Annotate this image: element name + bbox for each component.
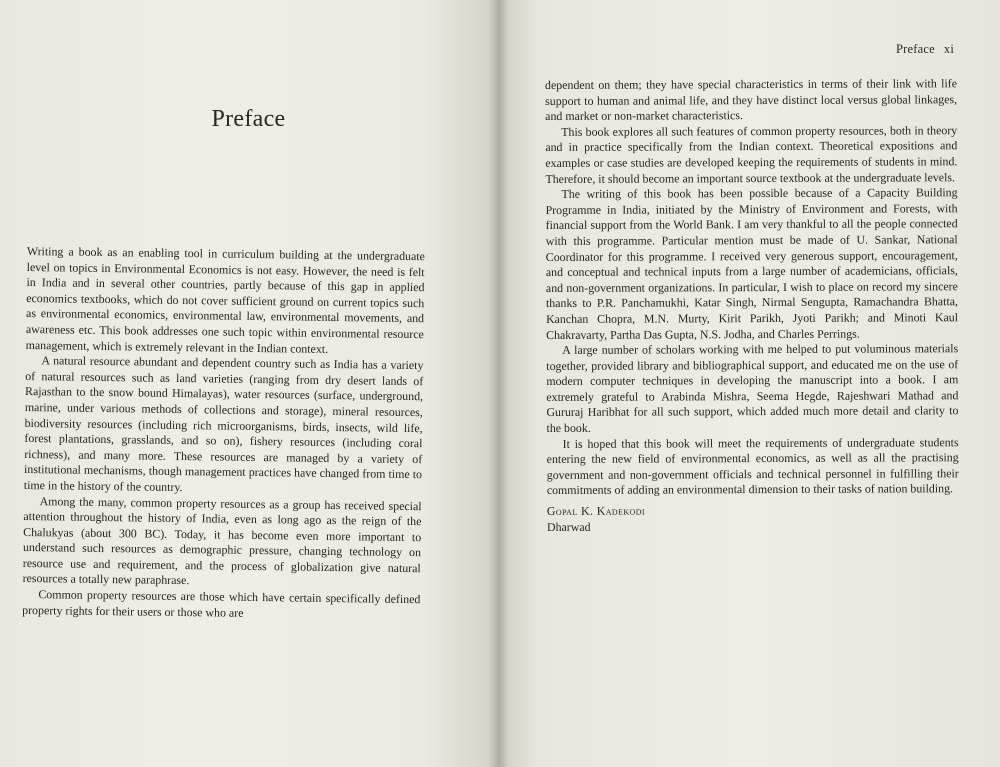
paragraph: Writing a book as an enabling tool in curriculum building at the undergraduate level on topics in Environmental Economics is not easy. However, the need is felt in India and in several other countries, partly because of this gap in applied economics textbooks, which do not cover sufficient ground on current topics such as environmental economics, environmental law, environmental movements, and awareness etc. This book addresses one such topic within environmental resource management, which is extremely relevant in the Indian context. — [25, 244, 425, 356]
author-name: Gopal K. Kadekodi — [546, 503, 645, 519]
signature-block — [547, 501, 959, 535]
paragraph: The writing of this book has been possible because of a Capacity Building Programme in India, initiated by the Ministry of Environment and Forests, with financial support from the World Bank. I am very thankful to all the people connected with this programme. Particular mention must be made of U. Sankar, National Coordinator for this programme. I received very generous support, encouragement, and conceptual and technical inputs from a large number of academicians, officials, and non-government organizations. In particular, I wish to place on record my sincere thanks to P.R. Panchamukhi, Katar Singh, Nirmal Sengupta, Ramachandra Bhatta, Kanchan Chopra, M.N. Murty, Kirit Parikh, Jyoti Parikh; and Minoti Kaul Chakravarty, Partha Das Gupta, N.S. Jodha, and Charles Perrings. — [545, 185, 959, 342]
page-title: Preface — [211, 106, 286, 132]
paragraph: A large number of scholars working with me helped to put voluminous materials together, provided library and bibliographical support, and educated me on the use of modern computer techniques in developing the manuscript into a book. I am extremely grateful to Arabinda Mishra, Seema Hegde, Rajeshwari Mathad and Gururaj Haribhat for all such support, which added much more detail and clarity to the book. — [546, 341, 959, 436]
right-page-body — [545, 76, 959, 535]
paragraph: A natural resource abundant and dependent country such as India has a variety of natural resources such as land varieties (ranging from dry desert lands of Rajasthan to the snow bound Himalayas), water resources (surface, underground, marine, under various methods of collections and storage), mineral resources, biodiversity resources (including rich microorganisms, birds, insects, wild life, forest plantations, grasslands, and so on), fishery resources (including coral richness), and many more. These resources are managed by a variety of institutional mechanisms, though management practices have changed from time to time in the history of the country. — [23, 353, 424, 494]
right-page — [497, 0, 1000, 767]
left-page — [0, 0, 497, 767]
running-head-title: Preface — [896, 42, 935, 56]
paragraph: Among the many, common property resources as a group has received special attention throughout the history of India, even as long ago as the reign of the Chalukyas (about 300 BC). Today, it has become even more important to understand such resources as demographic pressure, changing technology on resource use and requirement, and the process of globalization give natural resources a totally new paraphrase. — [22, 493, 422, 588]
paragraph: This book explores all such features of common property resources, both in theory and in practice specifically from the Indian context. Theoretical expositions and examples or case studies are developed keeping the requirements of students in mind. Therefore, it should become an important source textbook at the undergraduate levels. — [545, 122, 958, 186]
left-page-body — [22, 244, 425, 623]
paragraph: dependent on them; they have special characteristics in terms of their link with life support to human and animal life, and they have distinct local versus global linkages, and market or non-market characteristics. — [545, 76, 958, 124]
author-location: Dharwad — [546, 519, 591, 535]
paragraph: It is hoped that this book will meet the requirements of undergraduate students entering the new field of environmental economics, as well as all the practising government and non-government officials and technical personnel in fulfilling their commitments of adding an environmental dimension to their tasks of nation building. — [546, 434, 959, 498]
page-number: xi — [943, 42, 954, 56]
running-head — [896, 42, 954, 57]
book-gutter — [488, 0, 508, 767]
paragraph: Common property resources are those which have certain specifically defined property rights for their users or those who are — [22, 587, 421, 620]
